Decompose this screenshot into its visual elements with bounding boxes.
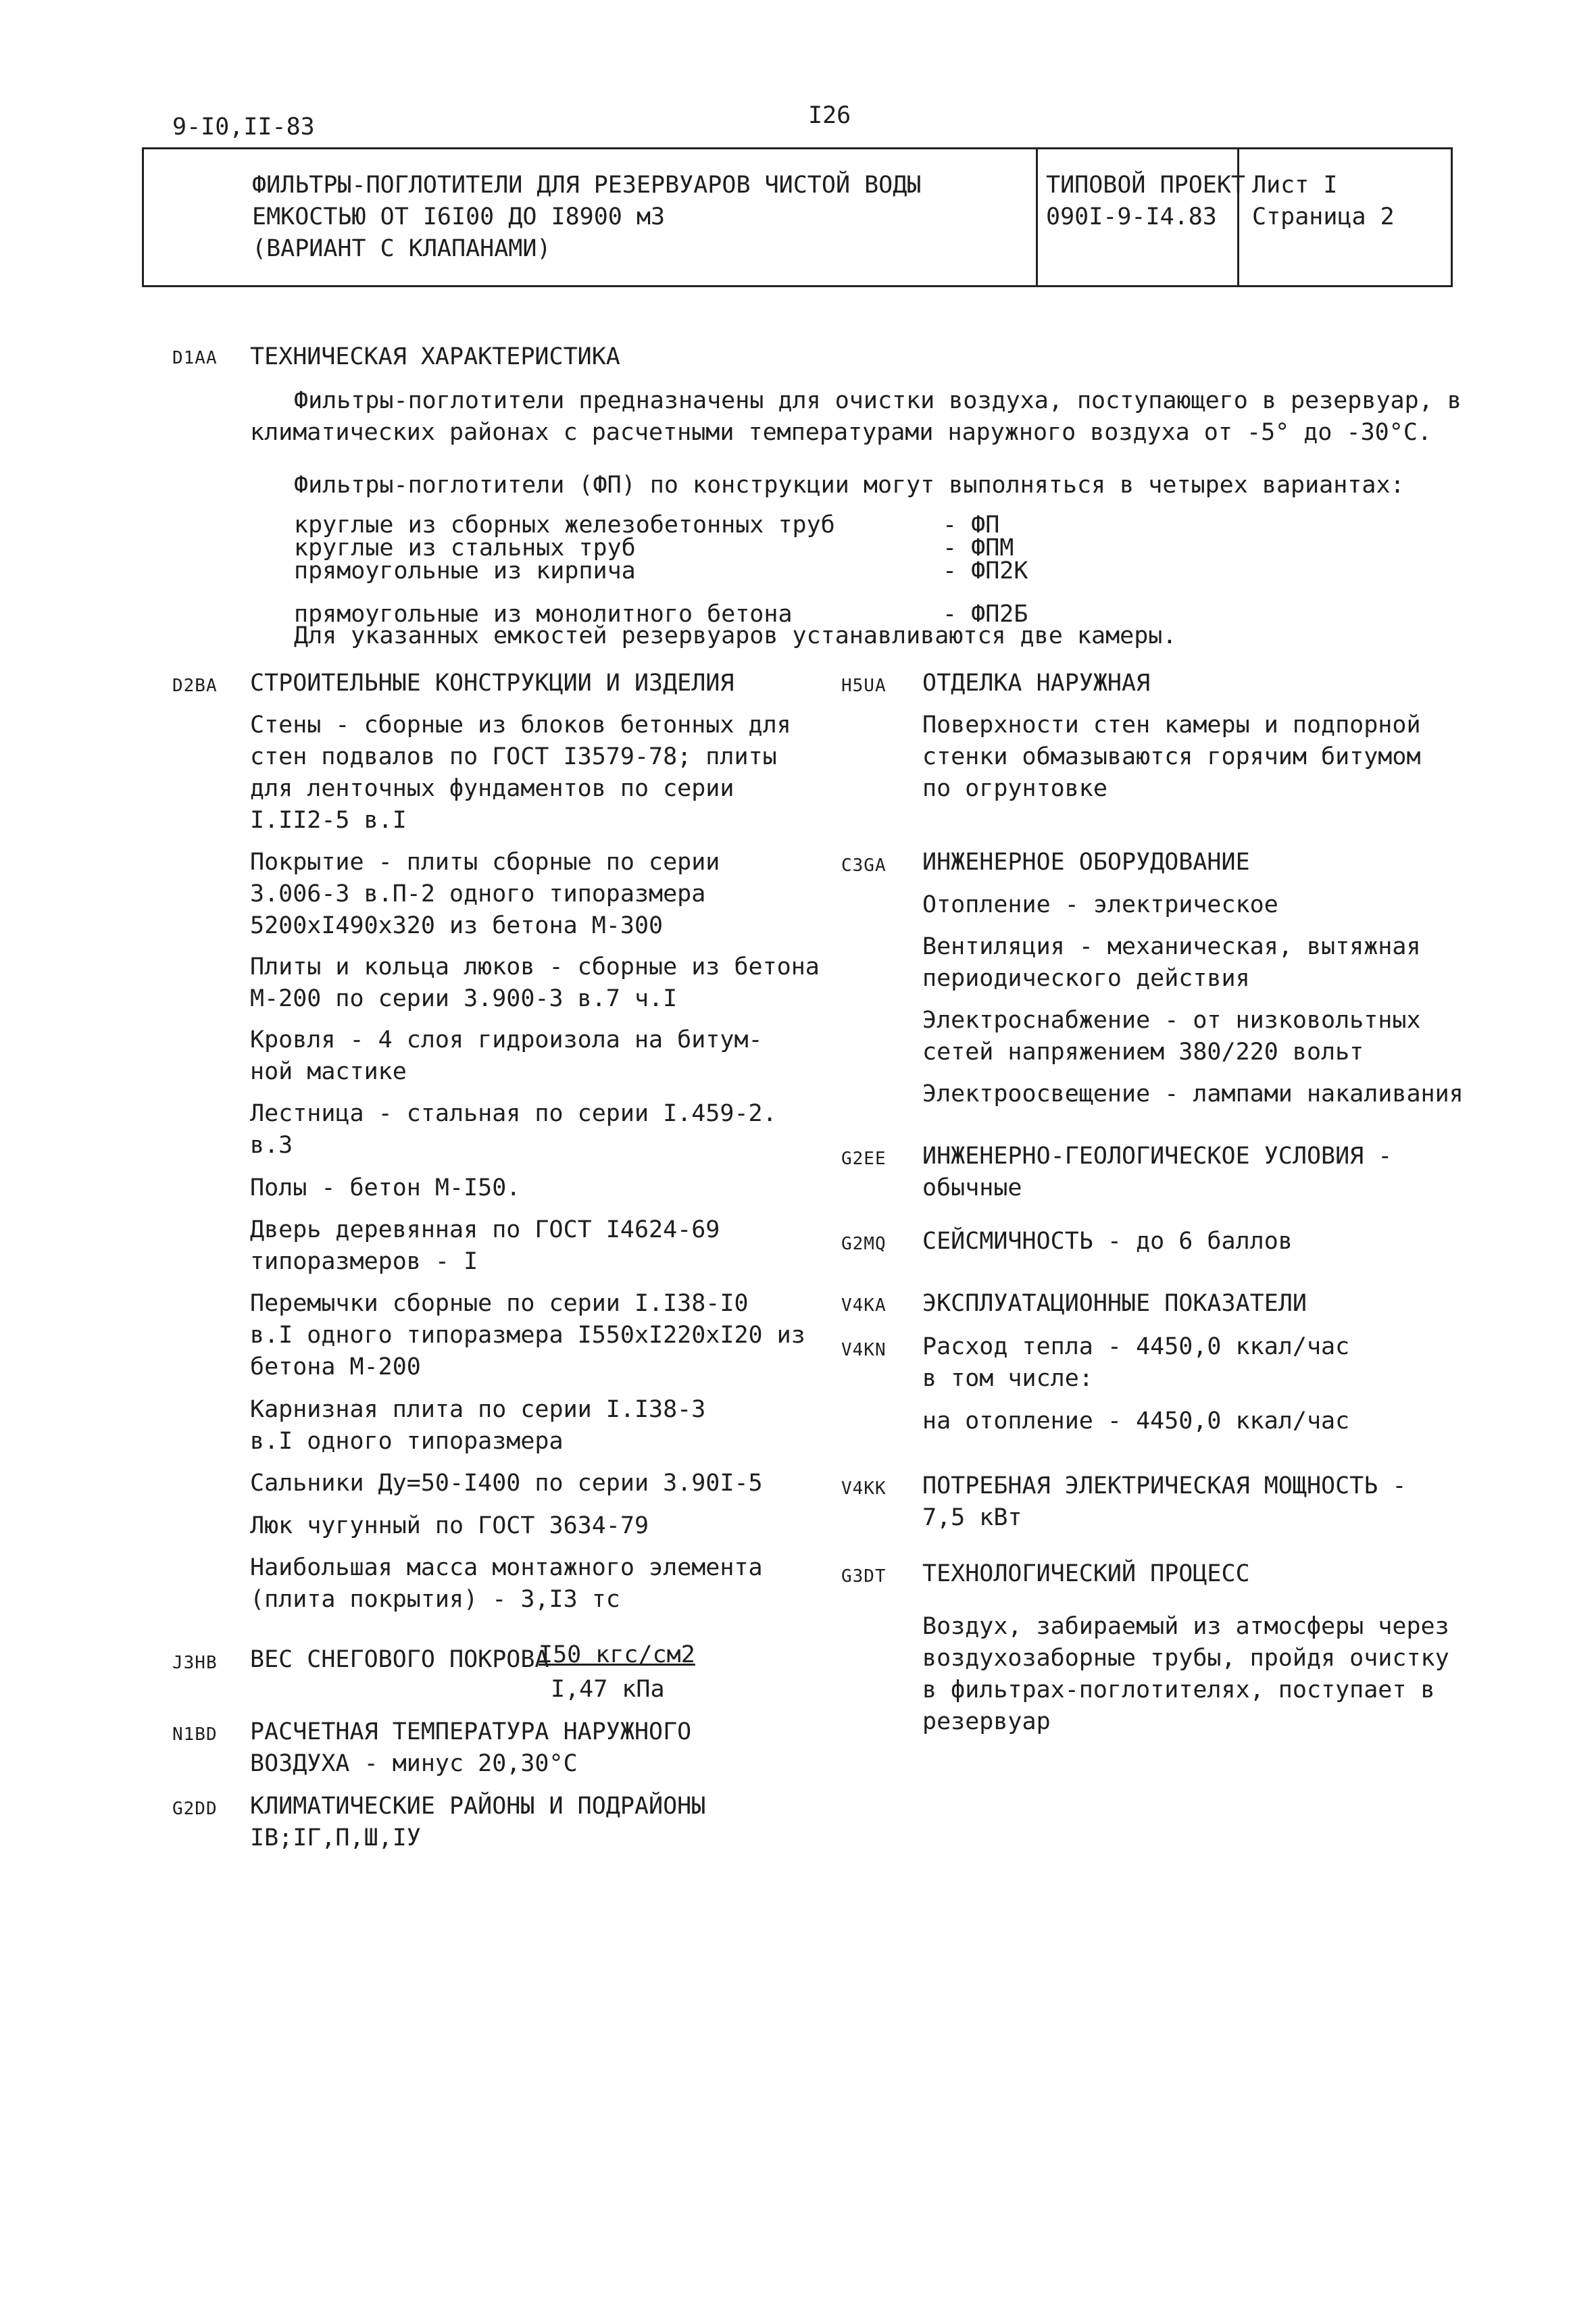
seismic-text: СЕЙСМИЧНОСТЬ - до 6 баллов	[922, 1228, 1293, 1255]
project-number: 090I-9-I4.83	[1046, 203, 1217, 230]
section-heading: ТЕХНИЧЕСКАЯ ХАРАКТЕРИСТИКА	[250, 343, 620, 370]
list-item: Кровля - 4 слоя гидроизола на битум-	[250, 1026, 763, 1053]
variant-text: круглые из стальных труб	[294, 534, 636, 562]
power-line: ПОТРЕБНАЯ ЭЛЕКТРИЧЕСКАЯ МОЩНОСТЬ -	[922, 1472, 1407, 1499]
list-item: типоразмеров - I	[250, 1248, 478, 1275]
climate-line: КЛИМАТИЧЕСКИЕ РАЙОНЫ И ПОДРАЙОНЫ	[250, 1793, 706, 1820]
list-item: Перемычки сборные по серии I.I38-I0	[250, 1290, 749, 1317]
heat-line: Расход тепла - 4450,0 ккал/час	[922, 1333, 1350, 1360]
list-item: в.3	[250, 1132, 293, 1159]
section-heading: СТРОИТЕЛЬНЫЕ КОНСТРУКЦИИ И ИЗДЕЛИЯ	[250, 670, 734, 697]
section-code: V4KA	[841, 1295, 887, 1316]
section-heading: ОТДЕЛКА НАРУЖНАЯ	[922, 670, 1151, 697]
list-item: Дверь деревянная по ГОСТ I4624-69	[250, 1216, 720, 1243]
list-item: Отопление - электрическое	[922, 891, 1278, 918]
section-code: V4KN	[841, 1340, 887, 1360]
paragraph-line: Воздух, забираемый из атмосферы через	[922, 1613, 1449, 1640]
section-code: J3HB	[172, 1653, 218, 1673]
list-item: для ленточных фундаментов по серии	[250, 775, 734, 802]
paragraph-line: по огрунтовке	[922, 775, 1107, 802]
title-block	[142, 147, 1453, 287]
list-item: I.II2-5 в.I	[250, 807, 407, 834]
section-code: H5UA	[841, 676, 887, 696]
list-item: Стены - сборные из блоков бетонных для	[250, 712, 791, 739]
snow-value-kpa: I,47 кПа	[551, 1676, 665, 1703]
temperature-line: РАСЧЕТНАЯ ТЕМПЕРАТУРА НАРУЖНОГО	[250, 1718, 692, 1745]
document-number: 9-I0,II-83	[172, 114, 315, 141]
temperature-line: ВОЗДУХА - минус 20,30°С	[250, 1750, 578, 1777]
project-label: ТИПОВОЙ ПРОЕКТ	[1046, 172, 1246, 199]
section-code: V4KK	[841, 1478, 887, 1499]
sheet-number: Лист I	[1252, 172, 1338, 199]
list-item: 5200хI490х320 из бетона М-300	[250, 912, 664, 939]
list-item: Электроосвещение - лампами накаливания	[922, 1080, 1464, 1107]
title-line: ЕМКОСТЬЮ ОТ I6I00 ДО I8900 м3	[252, 203, 666, 230]
section-code: C3GA	[841, 855, 887, 876]
section-code: D1AA	[172, 348, 218, 368]
list-item: Вентиляция - механическая, вытяжная	[922, 933, 1421, 960]
paragraph-line: резервуар	[922, 1708, 1051, 1735]
paragraph-line: Фильтры-поглотители (ФП) по конструкции могут выполняться в четырех вариантах:	[294, 472, 1405, 499]
page-label: Страница 2	[1252, 203, 1395, 230]
snow-label: ВЕС СНЕГОВОГО ПОКРОВА	[250, 1646, 549, 1673]
list-item: ной мастике	[250, 1058, 407, 1085]
list-item: стен подвалов по ГОСТ I3579-78; плиты	[250, 743, 777, 770]
section-code: G2EE	[841, 1149, 887, 1169]
list-item: в.I одного типоразмера I550хI220хI20 из	[250, 1322, 805, 1349]
paragraph-line: Поверхности стен камеры и подпорной	[922, 712, 1421, 739]
power-line: 7,5 кВт	[922, 1504, 1022, 1531]
section-code: G2DD	[172, 1799, 218, 1819]
list-item: (плита покрытия) - 3,I3 тс	[250, 1586, 620, 1613]
heat-line: в том числе:	[922, 1365, 1093, 1392]
title-line: (ВАРИАНТ С КЛАПАНАМИ)	[252, 235, 551, 262]
variant-code: - ФП2К	[943, 557, 1028, 584]
paragraph-line: стенки обмазываются горячим битумом	[922, 743, 1421, 770]
section-code: N1BD	[172, 1724, 218, 1745]
list-item: Плиты и кольца люков - сборные из бетона	[250, 953, 820, 980]
paragraph-line: климатических районах с расчетными температурами наружного воздуха от -5° до -30°С.	[250, 419, 1432, 446]
list-item: Полы - бетон М-I50.	[250, 1174, 521, 1201]
paragraph-line: Для указанных емкостей резервуаров устанавливаются две камеры.	[294, 622, 1177, 649]
list-item: Покрытие - плиты сборные по серии	[250, 849, 720, 876]
list-item: в.I одного типоразмера	[250, 1428, 564, 1455]
geology-line: ИНЖЕНЕРНО-ГЕОЛОГИЧЕСКОЕ УСЛОВИЯ -	[922, 1143, 1393, 1170]
heat-line: на отопление - 4450,0 ккал/час	[922, 1408, 1350, 1435]
geology-line: обычные	[922, 1174, 1022, 1201]
list-item: Карнизная плита по серии I.I38-3	[250, 1396, 706, 1423]
snow-value-kgs: I50 кгс/см2	[539, 1641, 695, 1668]
page-number: I26	[808, 102, 851, 129]
list-item: 3.006-3 в.П-2 одного типоразмера	[250, 880, 706, 907]
variant-code: - ФП2Б	[943, 601, 1028, 628]
variant-text: прямоугольные из кирпича	[294, 557, 636, 584]
section-heading: ИНЖЕНЕРНОЕ ОБОРУДОВАНИЕ	[922, 849, 1250, 876]
variant-text: круглые из сборных железобетонных труб	[294, 512, 835, 539]
paragraph-line: в фильтрах-поглотителях, поступает в	[922, 1676, 1435, 1703]
variant-code: - ФП	[943, 512, 1000, 539]
paragraph-line: Фильтры-поглотители предназначены для очистки воздуха, поступающего в резервуар, в	[294, 387, 1462, 414]
variant-code: - ФПМ	[943, 534, 1014, 562]
list-item: Сальники Ду=50-I400 по серии 3.90I-5	[250, 1470, 763, 1497]
section-code: G3DT	[841, 1566, 887, 1587]
list-item: Лестница - стальная по серии I.459-2.	[250, 1100, 777, 1127]
section-heading: ЭКСПЛУАТАЦИОННЫЕ ПОКАЗАТЕЛИ	[922, 1290, 1307, 1317]
paragraph-line: воздухозаборные трубы, пройдя очистку	[922, 1645, 1449, 1672]
list-item: Наибольшая масса монтажного элемента	[250, 1554, 763, 1581]
list-item: периодического действия	[922, 965, 1250, 992]
climate-line: IВ;IГ,П,Ш,IУ	[250, 1824, 421, 1851]
section-heading: ТЕХНОЛОГИЧЕСКИЙ ПРОЦЕСС	[922, 1560, 1250, 1587]
title-line: ФИЛЬТРЫ-ПОГЛОТИТЕЛИ ДЛЯ РЕЗЕРВУАРОВ ЧИСТОЙ ВОДЫ	[252, 172, 922, 199]
list-item: М-200 по серии 3.900-3 в.7 ч.I	[250, 985, 678, 1012]
section-code: D2BA	[172, 676, 218, 696]
list-item: сетей напряжением 380/220 вольт	[922, 1039, 1364, 1066]
section-code: G2MQ	[841, 1234, 887, 1254]
list-item: Электроснабжение - от низковольтных	[922, 1007, 1421, 1034]
variant-text: прямоугольные из монолитного бетона	[294, 601, 793, 628]
title-divider	[1036, 149, 1038, 285]
list-item: бетона М-200	[250, 1353, 421, 1380]
list-item: Люк чугунный по ГОСТ 3634-79	[250, 1512, 649, 1539]
